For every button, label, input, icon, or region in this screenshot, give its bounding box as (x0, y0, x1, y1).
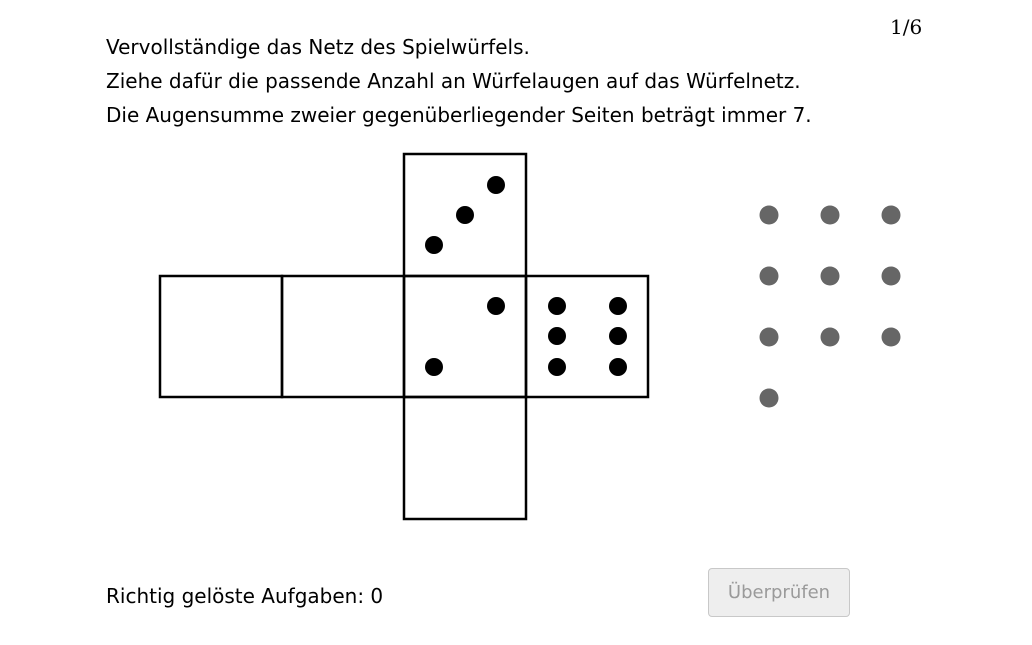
pool-pip[interactable] (882, 328, 901, 347)
pip-top-2[interactable] (456, 206, 474, 224)
pool-pip[interactable] (760, 206, 779, 225)
pip-top-1[interactable] (425, 236, 443, 254)
score-text: Richtig gelöste Aufgaben: 0 (106, 584, 384, 608)
instruction-line-3: Die Augensumme zweier gegenüberliegender Seiten beträgt immer 7. (106, 103, 812, 127)
pip-right-2[interactable] (548, 327, 566, 345)
pip-right-3[interactable] (548, 358, 566, 376)
net-face-bottom[interactable] (404, 397, 526, 519)
pool-pip[interactable] (760, 389, 779, 408)
pool-pip[interactable] (760, 267, 779, 286)
pip-pool (760, 206, 901, 408)
pool-pip[interactable] (882, 206, 901, 225)
page-counter: 1/6 (890, 15, 923, 39)
pip-center-1[interactable] (425, 358, 443, 376)
pip-right-6[interactable] (609, 358, 627, 376)
pool-pip[interactable] (882, 267, 901, 286)
net-face-left[interactable] (160, 276, 282, 397)
net-face-center[interactable] (404, 276, 526, 397)
pip-center-2[interactable] (487, 297, 505, 315)
pip-right-4[interactable] (609, 297, 627, 315)
instruction-line-2: Ziehe dafür die passende Anzahl an Würfelaugen auf das Würfelnetz. (106, 69, 801, 93)
pip-top-3[interactable] (487, 176, 505, 194)
net-face-right[interactable] (526, 276, 648, 397)
net-face-center-left[interactable] (282, 276, 404, 397)
pip-right-1[interactable] (548, 297, 566, 315)
pool-pip[interactable] (821, 328, 840, 347)
check-button[interactable]: Überprüfen (708, 568, 850, 617)
pool-pip[interactable] (821, 206, 840, 225)
pool-pip[interactable] (760, 328, 779, 347)
pip-right-5[interactable] (609, 327, 627, 345)
instruction-line-1: Vervollständige das Netz des Spielwürfels. (106, 35, 530, 59)
pool-pip[interactable] (821, 267, 840, 286)
